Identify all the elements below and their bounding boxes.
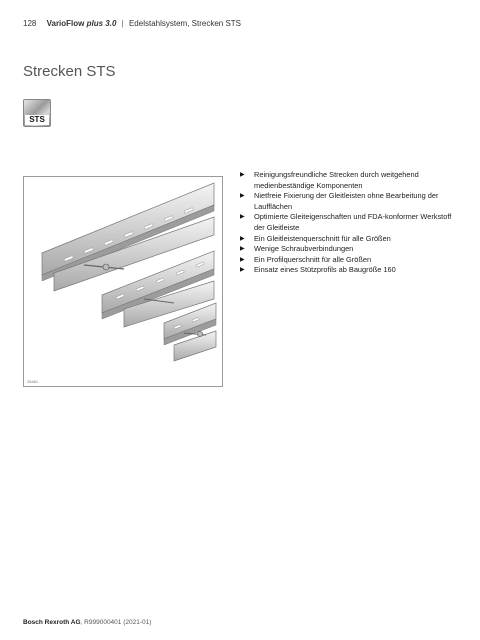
brand-label: VarioFlow [46,19,85,28]
brand-name [47,19,117,28]
header-subtitle: Edelstahlsystem, Strecken STS [128,19,242,28]
figure-code: 28461 [27,379,39,384]
footer-comma: , [80,619,85,626]
page-header [23,19,241,28]
bullet-arrow-icon: ▶ [240,235,245,242]
brand-plus: plus 3.0 [86,19,117,28]
list-item [240,212,462,233]
footer-doc: R999000401 (2021-01) [84,619,152,626]
list-item-text: Reinigungsfreundliche Strecken durch weitgehend medienbeständige Komponenten [254,170,419,190]
bullet-arrow-icon: ▶ [240,214,245,221]
product-figure [23,176,223,387]
list-item-text: Optimierte Gleiteigenschaften und FDA-konformer Werkstoff der Gleitleiste [254,212,452,232]
list-item-text: Einsatz eines Stützprofils ab Baugröße 160 [254,265,396,275]
list-item [240,170,462,191]
list-item [240,234,462,245]
bullet-arrow-icon: ▶ [240,267,245,274]
list-item [240,244,462,255]
bullet-arrow-icon: ▶ [240,246,245,253]
badge-label: STS [25,115,49,125]
bullet-arrow-icon: ▶ [240,193,245,200]
bullet-arrow-icon: ▶ [240,172,245,178]
list-item [240,255,462,266]
list-item-text: Ein Gleitleistenquerschnitt für alle Größen [254,233,391,243]
header-separator: | [121,19,124,28]
conveyor-profile-illustration [24,177,222,386]
list-item-text: Ein Profilquerschnitt für alle Größen [254,254,372,264]
feature-list [240,170,462,276]
page-title: Strecken STS [23,63,116,80]
page-footer [23,619,151,626]
list-item [240,191,462,212]
list-item-text: Nietfreie Fixierung der Gleitleisten ohne Bearbeitung der Laufflächen [254,191,439,211]
sts-badge-icon [23,99,51,127]
bullet-arrow-icon: ▶ [240,256,245,263]
footer-company: Bosch Rexroth AG [23,619,81,626]
list-item-text: Wenige Schraubverbindungen [254,244,354,254]
list-item [240,265,462,276]
page-number: 128 [23,19,37,28]
